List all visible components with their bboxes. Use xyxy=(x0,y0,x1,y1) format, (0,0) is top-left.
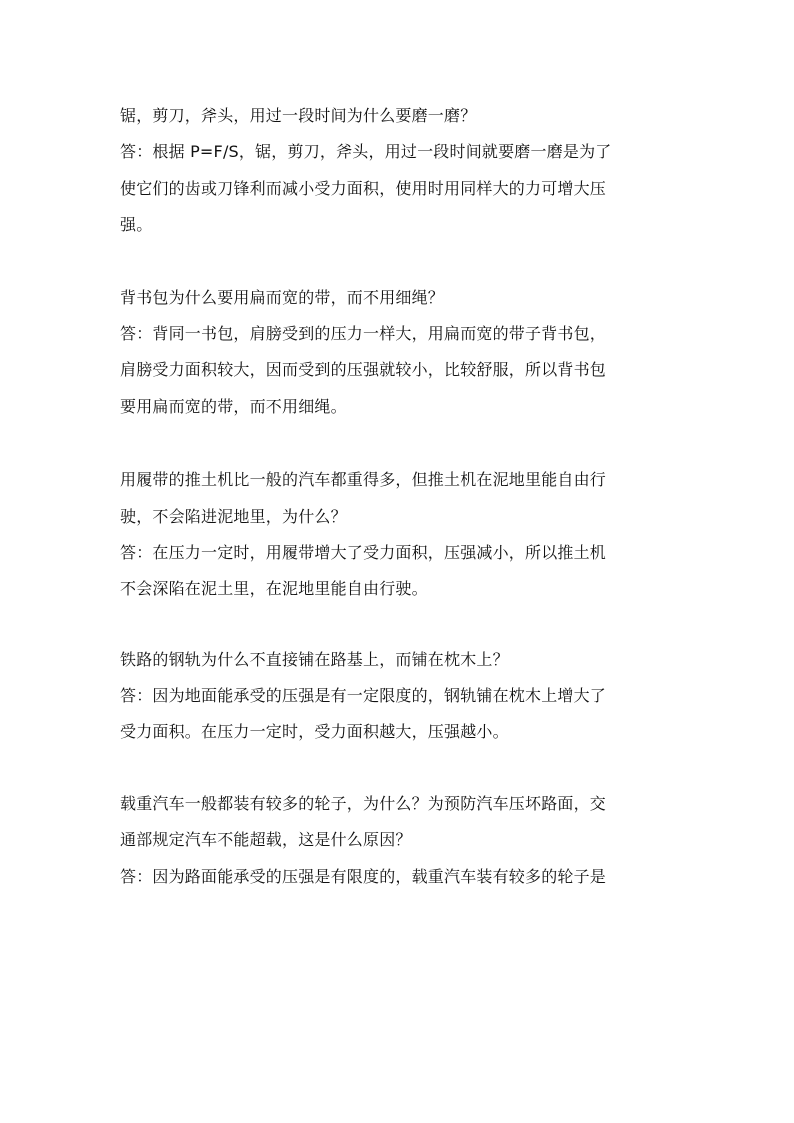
qa-block-rail-sleepers xyxy=(120,642,680,751)
qa-block-schoolbag-strap xyxy=(120,280,680,426)
document-page xyxy=(120,98,680,931)
answer-text: 答：根据 P=F/S，锯，剪刀，斧头，用过一段时间就要磨一磨是为了 xyxy=(120,142,612,162)
answer-text: 答：因为路面能承受的压强是有限度的，载重汽车装有较多的轮子是 xyxy=(120,866,607,886)
question-text: 铁路的钢轨为什么不直接铺在路基上，而铺在枕木上？ xyxy=(120,649,509,669)
answer-text: 受力面积。在压力一定时，受力面积越大，压强越小。 xyxy=(120,722,509,742)
answer-text: 不会深陷在泥土里，在泥地里能自由行驶。 xyxy=(120,579,428,599)
answer-text: 答：因为地面能承受的压强是有一定限度的，钢轨铺在枕木上增大了 xyxy=(120,686,607,706)
question-text: 驶，不会陷进泥地里，为什么？ xyxy=(120,506,347,526)
question-text: 通部规定汽车不能超载，这是什么原因？ xyxy=(120,830,412,850)
question-text: 背书包为什么要用扁而宽的带，而不用细绳？ xyxy=(120,287,445,307)
answer-text: 肩膀受力面积较大，因而受到的压强就较小，比较舒服，所以背书包 xyxy=(120,360,607,380)
answer-text: 要用扁而宽的带，而不用细绳。 xyxy=(120,396,347,416)
qa-block-saw-sharpening xyxy=(120,98,680,244)
answer-text: 答：背同一书包，肩膀受到的压力一样大，用扁而宽的带子背书包， xyxy=(120,323,607,343)
qa-block-truck-wheels xyxy=(120,786,680,895)
question-text: 锯，剪刀，斧头，用过一段时间为什么要磨一磨？ xyxy=(120,106,477,125)
question-text: 用履带的推土机比一般的汽车都重得多，但推土机在泥地里能自由行 xyxy=(120,470,607,490)
question-text: 载重汽车一般都装有较多的轮子，为什么？为预防汽车压坏路面，交 xyxy=(120,793,607,813)
qa-block-bulldozer-tracks xyxy=(120,462,680,608)
answer-text: 答：在压力一定时，用履带增大了受力面积，压强减小，所以推土机 xyxy=(120,542,607,562)
answer-text: 强。 xyxy=(120,215,153,235)
answer-text: 使它们的齿或刀锋利而减小受力面积，使用时用同样大的力可增大压 xyxy=(120,178,607,198)
